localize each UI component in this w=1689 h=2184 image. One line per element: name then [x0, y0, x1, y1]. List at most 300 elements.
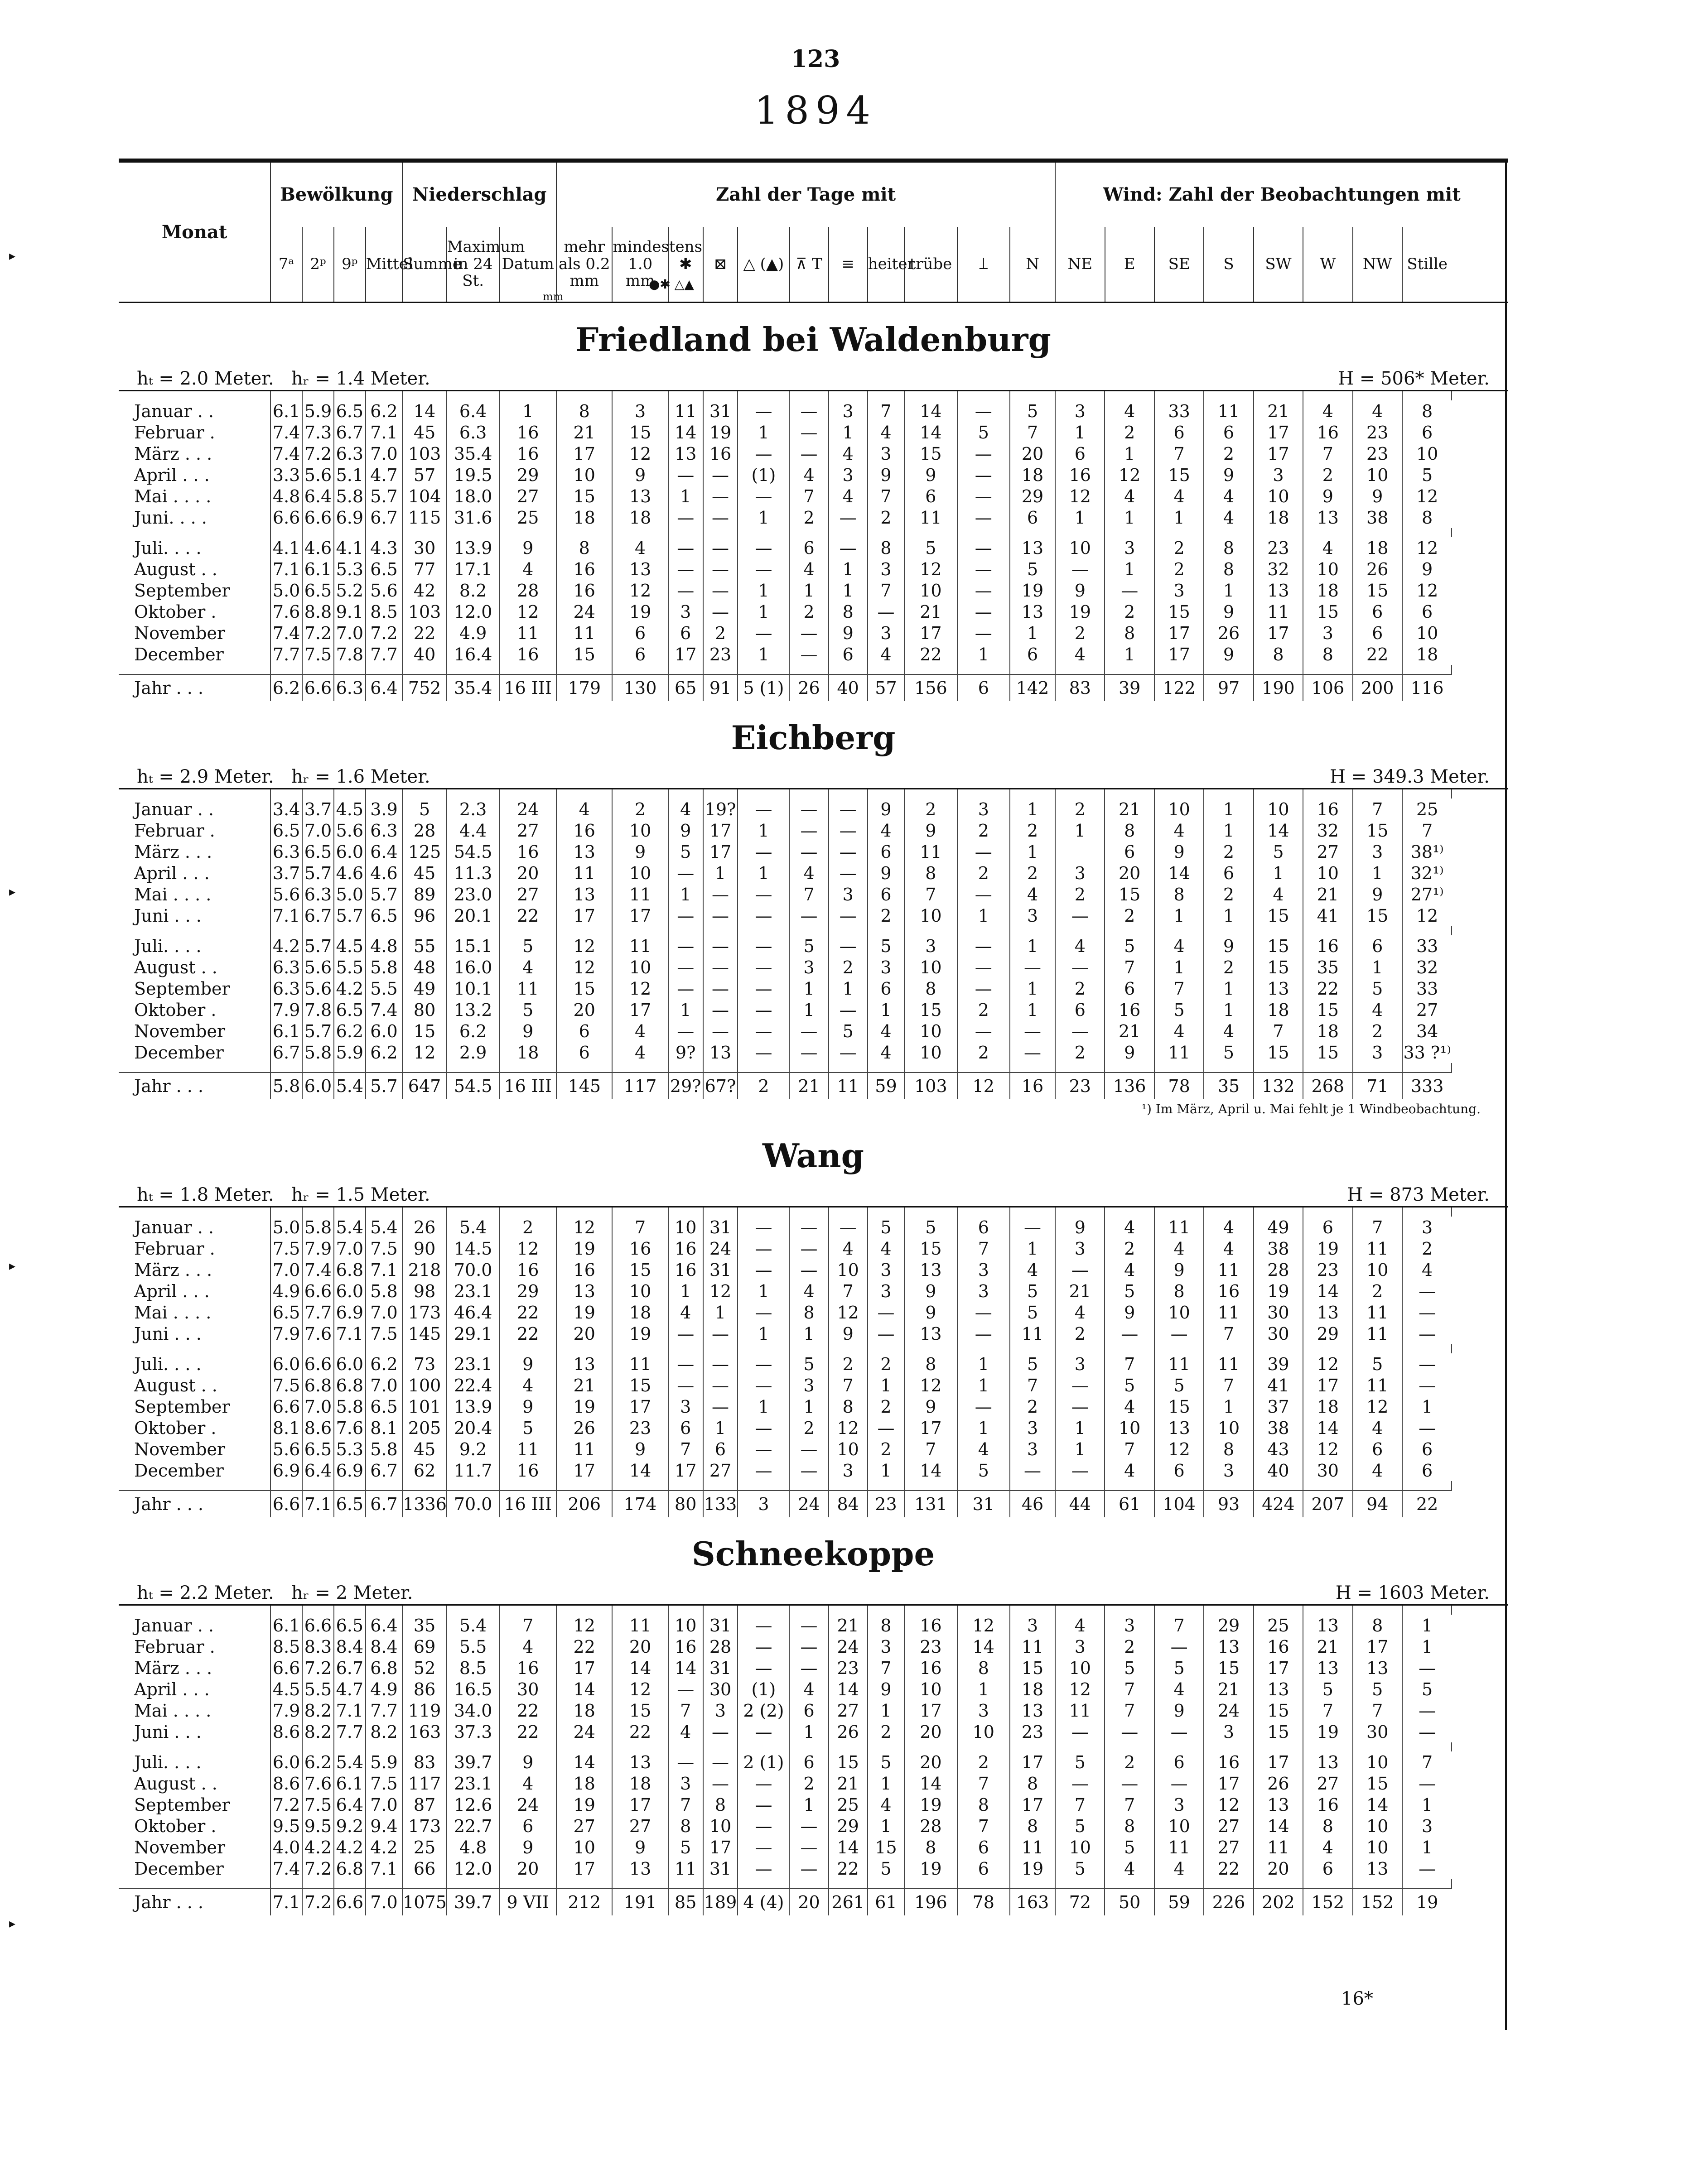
value-cell: 6.1: [302, 558, 334, 580]
value-cell: 6: [1353, 601, 1402, 622]
value-cell: 4: [868, 1794, 904, 1815]
value-cell: 16: [556, 580, 612, 601]
value-cell: 4: [1154, 1020, 1204, 1042]
value-cell: 26: [1353, 558, 1402, 580]
value-cell: 4: [499, 1636, 556, 1657]
value-cell: 8: [1204, 537, 1253, 558]
value-cell: —: [703, 580, 738, 601]
month-cell: Juni . . .: [134, 1722, 202, 1742]
value-cell: 27: [556, 1815, 612, 1837]
value-cell: 22: [499, 1323, 556, 1344]
value-cell: 10: [904, 905, 957, 926]
spacer-row: [119, 926, 1508, 935]
month-cell: Jahr . . .: [119, 674, 270, 701]
value-cell: 7.0: [302, 1396, 334, 1417]
value-cell: —: [1055, 957, 1105, 978]
value-cell: 2: [738, 1073, 789, 1099]
month-row: [119, 1837, 1508, 1858]
value-cell: 5.7: [302, 935, 334, 957]
value-cell: 7.1: [334, 1323, 366, 1344]
value-cell: —: [789, 1636, 828, 1657]
month-row: [119, 1396, 1508, 1417]
value-cell: 424: [1254, 1491, 1303, 1517]
value-cell: —: [703, 1396, 738, 1417]
value-cell: 35.4: [447, 674, 499, 701]
value-cell: 3: [1353, 841, 1402, 862]
value-cell: 15: [1254, 905, 1303, 926]
value-cell: 5: [668, 841, 703, 862]
value-cell: 7: [868, 400, 904, 422]
value-cell: 4: [789, 558, 828, 580]
value-cell: 7.2: [366, 622, 402, 644]
value-cell: 35: [402, 1615, 447, 1636]
spacer-row: [119, 1481, 1508, 1491]
value-cell: 33: [1402, 935, 1452, 957]
value-cell: 7.7: [366, 644, 402, 665]
value-cell: 6.6: [270, 1396, 302, 1417]
value-cell: 12: [904, 558, 957, 580]
value-cell: 2: [1055, 1042, 1105, 1063]
value-cell: 26: [1204, 622, 1253, 644]
value-cell: 24: [789, 1491, 828, 1517]
value-cell: 8.1: [270, 1417, 302, 1438]
value-cell: 33 ?¹⁾: [1402, 1042, 1452, 1063]
value-cell: 7.0: [366, 1375, 402, 1396]
value-cell: 173: [402, 1302, 447, 1323]
value-cell: —: [789, 1238, 828, 1259]
value-cell: 4: [1105, 486, 1154, 507]
month-cell: Mai . . . .: [134, 1302, 212, 1323]
value-cell: 26: [556, 1417, 612, 1438]
month-row: [119, 443, 1508, 464]
snow-symbol-header: ✱: [668, 227, 703, 303]
value-cell: 45: [402, 862, 447, 884]
thermometer-height: hₜ = 2.2 Meter.: [137, 1583, 274, 1603]
value-cell: 29: [829, 1815, 868, 1837]
value-cell: 5.6: [270, 1438, 302, 1460]
value-cell: 7: [668, 1794, 703, 1815]
value-cell: 10: [1055, 537, 1105, 558]
value-cell: 6: [1154, 1751, 1204, 1773]
value-cell: 9: [904, 820, 957, 841]
value-cell: 6: [1105, 841, 1154, 862]
value-cell: 21: [1204, 1679, 1253, 1700]
value-cell: 6.8: [366, 1657, 402, 1679]
value-cell: 1: [1105, 443, 1154, 464]
value-cell: 19: [556, 1302, 612, 1323]
value-cell: 89: [402, 884, 447, 905]
value-cell: 1: [1402, 1636, 1452, 1657]
spacer-row: [119, 1207, 1508, 1217]
value-cell: 5: [1402, 464, 1452, 486]
value-cell: 87: [402, 1794, 447, 1815]
value-cell: 6.6: [270, 1657, 302, 1679]
value-cell: 3: [829, 884, 868, 905]
value-cell: 16: [904, 1615, 957, 1636]
value-cell: 5.8: [270, 1073, 302, 1099]
month-cell: December: [134, 1042, 224, 1063]
value-cell: 42: [402, 580, 447, 601]
value-cell: 6: [1010, 507, 1055, 528]
value-cell: 34: [1402, 1020, 1452, 1042]
value-cell: 8: [904, 1353, 957, 1375]
value-cell: 2: [1204, 443, 1253, 464]
value-cell: 3: [829, 1460, 868, 1481]
station-section: [119, 1529, 1508, 1915]
value-cell: 27: [1204, 1815, 1253, 1837]
month-cell: December: [134, 644, 224, 664]
value-cell: 11: [1010, 1837, 1055, 1858]
value-cell: 7.2: [302, 622, 334, 644]
value-cell: —: [703, 1751, 738, 1773]
value-cell: —: [738, 957, 789, 978]
value-cell: 4.8: [366, 935, 402, 957]
value-cell: 6: [868, 884, 904, 905]
value-cell: —: [668, 1679, 703, 1700]
value-cell: 1: [957, 1375, 1010, 1396]
value-cell: 39.7: [447, 1751, 499, 1773]
value-cell: 29: [1303, 1323, 1352, 1344]
value-cell: 10: [1303, 862, 1352, 884]
station-sections: [119, 315, 1508, 1915]
value-cell: —: [829, 1042, 868, 1063]
value-cell: 7.4: [270, 422, 302, 443]
value-cell: 72: [1055, 1889, 1105, 1915]
value-cell: 226: [1204, 1889, 1253, 1915]
value-cell: 11: [1204, 1353, 1253, 1375]
value-cell: 142: [1010, 674, 1055, 701]
value-cell: 3: [957, 1700, 1010, 1721]
month-cell: December: [134, 1460, 224, 1481]
value-cell: 174: [612, 1491, 668, 1517]
value-cell: 5.3: [334, 558, 366, 580]
value-cell: 23: [703, 644, 738, 665]
value-cell: 10: [1353, 1259, 1402, 1280]
month-row: [119, 957, 1508, 978]
value-cell: —: [829, 507, 868, 528]
value-cell: 96: [402, 905, 447, 926]
value-cell: 7.5: [302, 644, 334, 665]
value-cell: 3: [868, 1259, 904, 1280]
value-cell: 11: [1254, 1837, 1303, 1858]
value-cell: 19.5: [447, 464, 499, 486]
value-cell: 4.7: [334, 1679, 366, 1700]
value-cell: 10: [612, 862, 668, 884]
month-cell: Oktober .: [134, 1816, 217, 1836]
value-cell: 5.6: [334, 820, 366, 841]
value-cell: 6.4: [302, 1460, 334, 1481]
value-cell: 2: [868, 905, 904, 926]
value-cell: 5.7: [366, 1073, 402, 1099]
value-cell: 6.5: [302, 1438, 334, 1460]
value-cell: 4: [829, 443, 868, 464]
value-cell: 4: [1204, 1217, 1253, 1238]
value-cell: —: [868, 601, 904, 622]
year-total-row: [119, 674, 1508, 701]
value-cell: 117: [612, 1073, 668, 1099]
value-cell: 11: [1154, 1217, 1204, 1238]
value-cell: 1: [829, 422, 868, 443]
value-cell: 103: [904, 1073, 957, 1099]
value-cell: —: [1402, 1375, 1452, 1396]
value-cell: 1: [1154, 957, 1204, 978]
value-cell: 6.6: [302, 1353, 334, 1375]
value-cell: 1: [1105, 558, 1154, 580]
value-cell: 1: [1353, 957, 1402, 978]
month-cell: Mai . . . .: [134, 1700, 212, 1721]
value-cell: 14: [829, 1837, 868, 1858]
value-cell: 2: [1010, 820, 1055, 841]
value-cell: 13: [556, 1280, 612, 1302]
value-cell: 4.9: [270, 1280, 302, 1302]
value-cell: 15: [1254, 957, 1303, 978]
value-cell: —: [703, 537, 738, 558]
value-cell: 2.9: [447, 1042, 499, 1063]
value-cell: 14: [1254, 1815, 1303, 1837]
value-cell: 15: [1204, 1657, 1253, 1679]
value-cell: 7.1: [366, 1858, 402, 1879]
value-cell: 15: [868, 1837, 904, 1858]
value-cell: 10: [904, 957, 957, 978]
value-cell: —: [738, 978, 789, 999]
value-cell: —: [829, 999, 868, 1020]
value-cell: 6: [668, 1417, 703, 1438]
value-cell: 5.1: [334, 464, 366, 486]
value-cell: 5.6: [302, 978, 334, 999]
value-cell: 752: [402, 674, 447, 701]
value-cell: 19: [556, 1794, 612, 1815]
month-row: [119, 1679, 1508, 1700]
value-cell: 10: [1154, 799, 1204, 820]
spacer-row: [119, 1605, 1508, 1615]
value-cell: 19: [1010, 580, 1055, 601]
value-cell: 1: [668, 999, 703, 1020]
value-cell: 2: [1154, 537, 1204, 558]
value-cell: 12: [1402, 537, 1452, 558]
value-cell: 10: [612, 957, 668, 978]
value-cell: 7.6: [334, 1417, 366, 1438]
value-cell: —: [738, 935, 789, 957]
value-cell: 9.2: [334, 1815, 366, 1837]
value-cell: 28: [1254, 1259, 1303, 1280]
value-cell: 16: [499, 841, 556, 862]
value-cell: 1: [1055, 422, 1105, 443]
value-cell: 1: [829, 558, 868, 580]
value-cell: 7.4: [366, 999, 402, 1020]
value-cell: 7: [1402, 820, 1452, 841]
value-cell: 16: [1010, 1073, 1055, 1099]
value-cell: —: [738, 1438, 789, 1460]
month-row: [119, 1302, 1508, 1323]
value-cell: 41: [1303, 905, 1352, 926]
value-cell: —: [703, 978, 738, 999]
station-elevation: H = 873 Meter.: [1347, 1184, 1490, 1205]
station-elevation: H = 349.3 Meter.: [1330, 766, 1490, 787]
raingauge-height: hᵣ = 2 Meter.: [291, 1583, 413, 1603]
value-cell: 7.0: [366, 443, 402, 464]
value-cell: 27: [499, 820, 556, 841]
year-total-row: [119, 1889, 1508, 1915]
value-cell: 10: [703, 1815, 738, 1837]
value-cell: 2: [1055, 1323, 1105, 1344]
raingauge-height: hᵣ = 1.4 Meter.: [291, 368, 430, 389]
value-cell: 2: [957, 1042, 1010, 1063]
value-cell: 13.2: [447, 999, 499, 1020]
value-cell: 6.6: [270, 1491, 302, 1517]
spacer-row: [119, 391, 1508, 401]
value-cell: 39: [1105, 674, 1154, 701]
value-cell: 3.9: [366, 799, 402, 820]
value-cell: 9: [1204, 601, 1253, 622]
value-cell: (1): [738, 1679, 789, 1700]
value-cell: —: [789, 644, 828, 665]
value-cell: 20: [904, 1751, 957, 1773]
value-cell: 6: [789, 1700, 828, 1721]
value-cell: 17: [703, 841, 738, 862]
value-cell: 35: [1204, 1073, 1253, 1099]
value-cell: 28: [402, 820, 447, 841]
value-cell: 9.5: [270, 1815, 302, 1837]
value-cell: 7: [1303, 1700, 1352, 1721]
value-cell: 12: [703, 1280, 738, 1302]
value-cell: 16: [1303, 935, 1352, 957]
value-cell: 7: [1353, 1700, 1402, 1721]
value-cell: —: [957, 486, 1010, 507]
value-cell: 5: [904, 1217, 957, 1238]
value-cell: 45: [402, 1438, 447, 1460]
value-cell: 4.9: [447, 622, 499, 644]
month-cell: November: [134, 1439, 226, 1459]
value-cell: 1: [868, 1375, 904, 1396]
value-cell: 7.1: [302, 1491, 334, 1517]
value-cell: 12: [1402, 905, 1452, 926]
value-cell: —: [789, 905, 828, 926]
value-cell: 7: [957, 1773, 1010, 1794]
month-cell: Juli. . . .: [134, 1354, 202, 1374]
value-cell: 11: [1204, 400, 1253, 422]
value-cell: 11: [612, 1615, 668, 1636]
value-cell: 28: [703, 1636, 738, 1657]
value-cell: 7.6: [302, 1773, 334, 1794]
value-cell: —: [789, 1815, 828, 1837]
value-cell: 23: [1254, 537, 1303, 558]
value-cell: 7.4: [270, 1858, 302, 1879]
value-cell: 4: [789, 862, 828, 884]
value-cell: 15: [1010, 1657, 1055, 1679]
value-cell: 189: [703, 1889, 738, 1915]
value-cell: —: [738, 1020, 789, 1042]
value-cell: —: [957, 580, 1010, 601]
month-row: [119, 1815, 1508, 1837]
value-cell: 22: [499, 905, 556, 926]
month-row: [119, 601, 1508, 622]
value-cell: 4: [499, 1773, 556, 1794]
value-cell: 1: [1204, 820, 1253, 841]
value-cell: 18: [556, 507, 612, 528]
value-cell: —: [668, 1323, 703, 1344]
value-cell: 10: [829, 1259, 868, 1280]
value-cell: 17: [1254, 422, 1303, 443]
value-cell: 4 (4): [738, 1889, 789, 1915]
value-cell: 23.1: [447, 1280, 499, 1302]
value-cell: 2: [868, 1396, 904, 1417]
value-cell: 23.1: [447, 1773, 499, 1794]
value-cell: 26: [402, 1217, 447, 1238]
value-cell: 5: [868, 935, 904, 957]
raingauge-height: hᵣ = 1.6 Meter.: [291, 766, 430, 787]
value-cell: 7: [1353, 799, 1402, 820]
value-cell: 29.1: [447, 1323, 499, 1344]
value-cell: 5: [1010, 400, 1055, 422]
value-cell: 30: [1254, 1302, 1303, 1323]
spacer-row: [119, 789, 1508, 799]
value-cell: 4.7: [366, 464, 402, 486]
value-cell: 5: [957, 1460, 1010, 1481]
value-cell: 5: [904, 537, 957, 558]
value-cell: 10: [1254, 486, 1303, 507]
value-cell: 206: [556, 1491, 612, 1517]
value-cell: 12: [1055, 1679, 1105, 1700]
value-cell: 3: [789, 1375, 828, 1396]
value-cell: 16: [1303, 422, 1352, 443]
wind-s-header: S: [1204, 227, 1253, 303]
value-cell: 9: [1154, 1700, 1204, 1721]
wind-sw-header: SW: [1254, 227, 1303, 303]
value-cell: 152: [1353, 1889, 1402, 1915]
value-cell: 18: [556, 1700, 612, 1721]
value-cell: —: [738, 1657, 789, 1679]
value-cell: 9: [1204, 644, 1253, 665]
wind-e-header: E: [1105, 227, 1154, 303]
value-cell: 12: [499, 601, 556, 622]
value-cell: 5.3: [334, 1438, 366, 1460]
value-cell: 5: [1353, 1679, 1402, 1700]
value-cell: 40: [402, 644, 447, 665]
value-cell: 4: [1154, 935, 1204, 957]
spacer-row: [119, 1063, 1508, 1073]
value-cell: 4: [1055, 1302, 1105, 1323]
value-cell: 15: [612, 1375, 668, 1396]
value-cell: —: [789, 1438, 828, 1460]
value-cell: 3: [829, 464, 868, 486]
value-cell: 5.8: [366, 1280, 402, 1302]
spacer-row: [119, 528, 1508, 537]
value-cell: 39.7: [447, 1889, 499, 1915]
value-cell: 6.0: [334, 1280, 366, 1302]
thermometer-height: hₜ = 2.0 Meter.: [137, 368, 274, 389]
value-cell: 4: [1154, 820, 1204, 841]
value-cell: 4: [1105, 1259, 1154, 1280]
month-row: [119, 1238, 1508, 1259]
value-cell: —: [738, 1794, 789, 1815]
value-cell: 7: [1154, 443, 1204, 464]
value-cell: 9: [499, 1020, 556, 1042]
value-cell: 49: [402, 978, 447, 999]
value-cell: 13: [703, 1042, 738, 1063]
value-cell: 9: [1303, 486, 1352, 507]
value-cell: 71: [1353, 1073, 1402, 1099]
value-cell: 7.3: [302, 422, 334, 443]
value-cell: 5: [789, 935, 828, 957]
value-cell: 13: [904, 1259, 957, 1280]
value-cell: 24: [703, 1238, 738, 1259]
value-cell: —: [829, 820, 868, 841]
value-cell: 31: [703, 1615, 738, 1636]
value-cell: 15: [612, 1700, 668, 1721]
value-cell: 17: [1254, 622, 1303, 644]
page-year: 1894: [754, 88, 877, 133]
value-cell: 17: [1154, 622, 1204, 644]
